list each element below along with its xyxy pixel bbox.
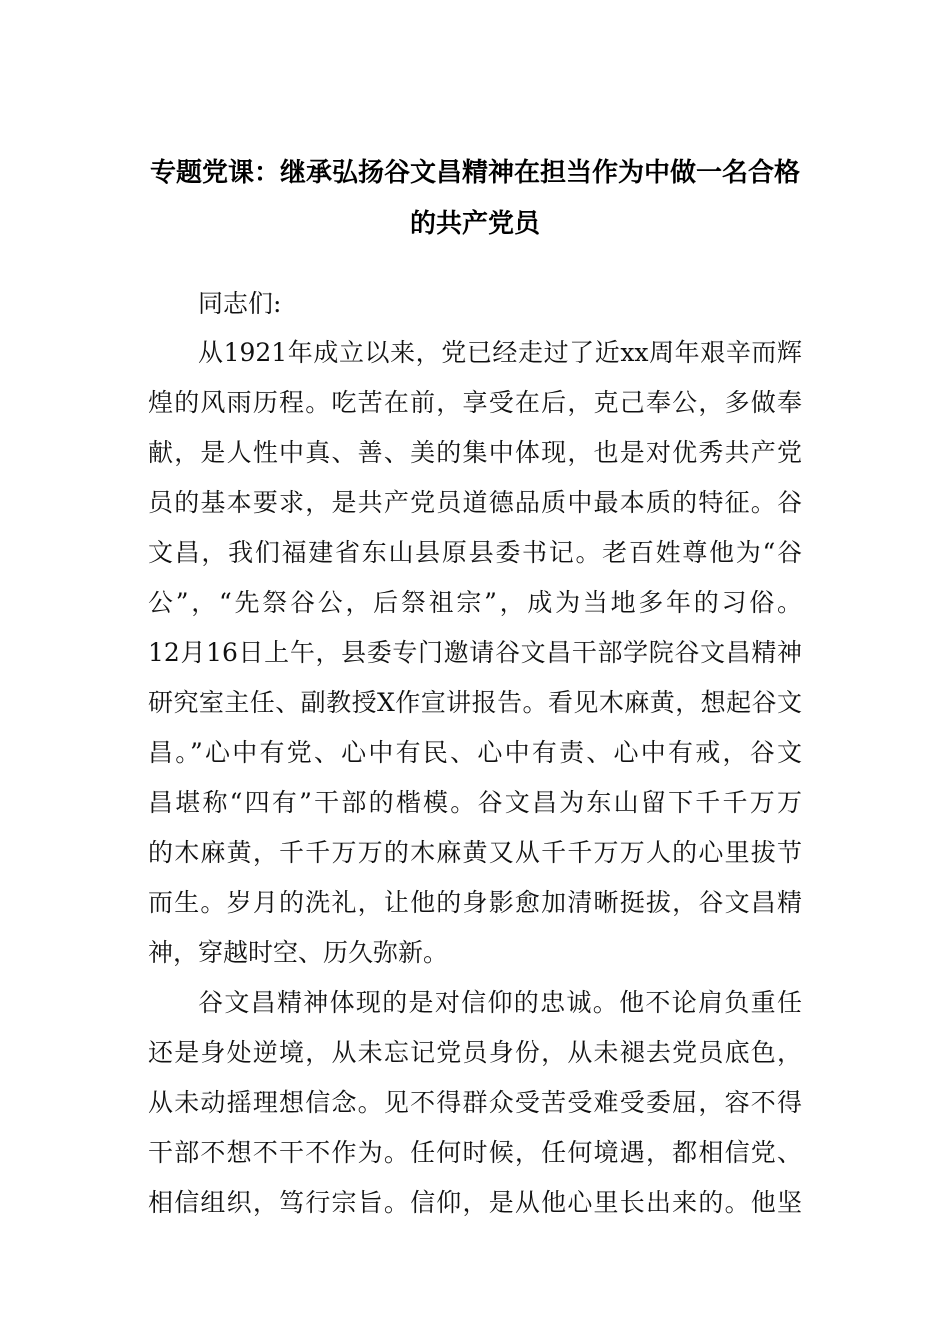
paragraph-1-line: 而生。岁月的洗礼，让他的身影愈加清晰挺拔，谷文昌精	[148, 888, 802, 917]
paragraph-2-line: 谷文昌精神体现的是对信仰的忠诚。他不论肩负重任	[198, 988, 802, 1017]
paragraph-2-line: 干部不想不干不作为。任何时候，任何境遇，都相信党、	[148, 1138, 802, 1167]
paragraph-2-line: 相信组织，笃行宗旨。信仰，是从他心里长出来的。他坚	[148, 1188, 802, 1217]
paragraph-1-line: 从1921年成立以来，党已经走过了近xx周年艰辛而辉	[198, 338, 802, 367]
paragraph-1-line: 公”，“先祭谷公，后祭祖宗”，成为当地多年的习俗。	[148, 588, 802, 617]
paragraph-1-line: 神，穿越时空、历久弥新。	[148, 938, 449, 967]
paragraph-1-line: 煌的风雨历程。吃苦在前，享受在后，克己奉公，多做奉	[148, 388, 802, 417]
paragraph-1-line: 昌堪称“四有”干部的楷模。谷文昌为东山留下千千万万	[148, 788, 802, 817]
paragraph-1-line: 研究室主任、副教授X作宣讲报告。看见木麻黄，想起谷文	[148, 688, 802, 717]
document-title-line-2: 的共产党员	[409, 209, 540, 239]
paragraph-1-line: 的木麻黄，千千万万的木麻黄又从千千万万人的心里拔节	[148, 838, 802, 867]
paragraph-1-line: 献，是人性中真、善、美的集中体现，也是对优秀共产党	[148, 438, 802, 467]
document-title-line-1: 专题党课：继承弘扬谷文昌精神在担当作为中做一名合格	[149, 158, 800, 188]
paragraph-1-line: 12月16日上午，县委专门邀请谷文昌干部学院谷文昌精神	[148, 638, 802, 667]
paragraph-2-line: 从未动摇理想信念。见不得群众受苦受难受委屈，容不得	[148, 1088, 802, 1117]
paragraph-2-line: 还是身处逆境，从未忘记党员身份，从未褪去党员底色，	[148, 1038, 802, 1067]
salutation: 同志们:	[198, 289, 282, 318]
paragraph-1-line: 昌。”心中有党、心中有民、心中有责、心中有戒，谷文	[148, 738, 802, 767]
paragraph-1-line: 员的基本要求，是共产党员道德品质中最本质的特征。谷	[148, 488, 802, 517]
paragraph-1-line: 文昌，我们福建省东山县原县委书记。老百姓尊他为“谷	[148, 538, 802, 567]
